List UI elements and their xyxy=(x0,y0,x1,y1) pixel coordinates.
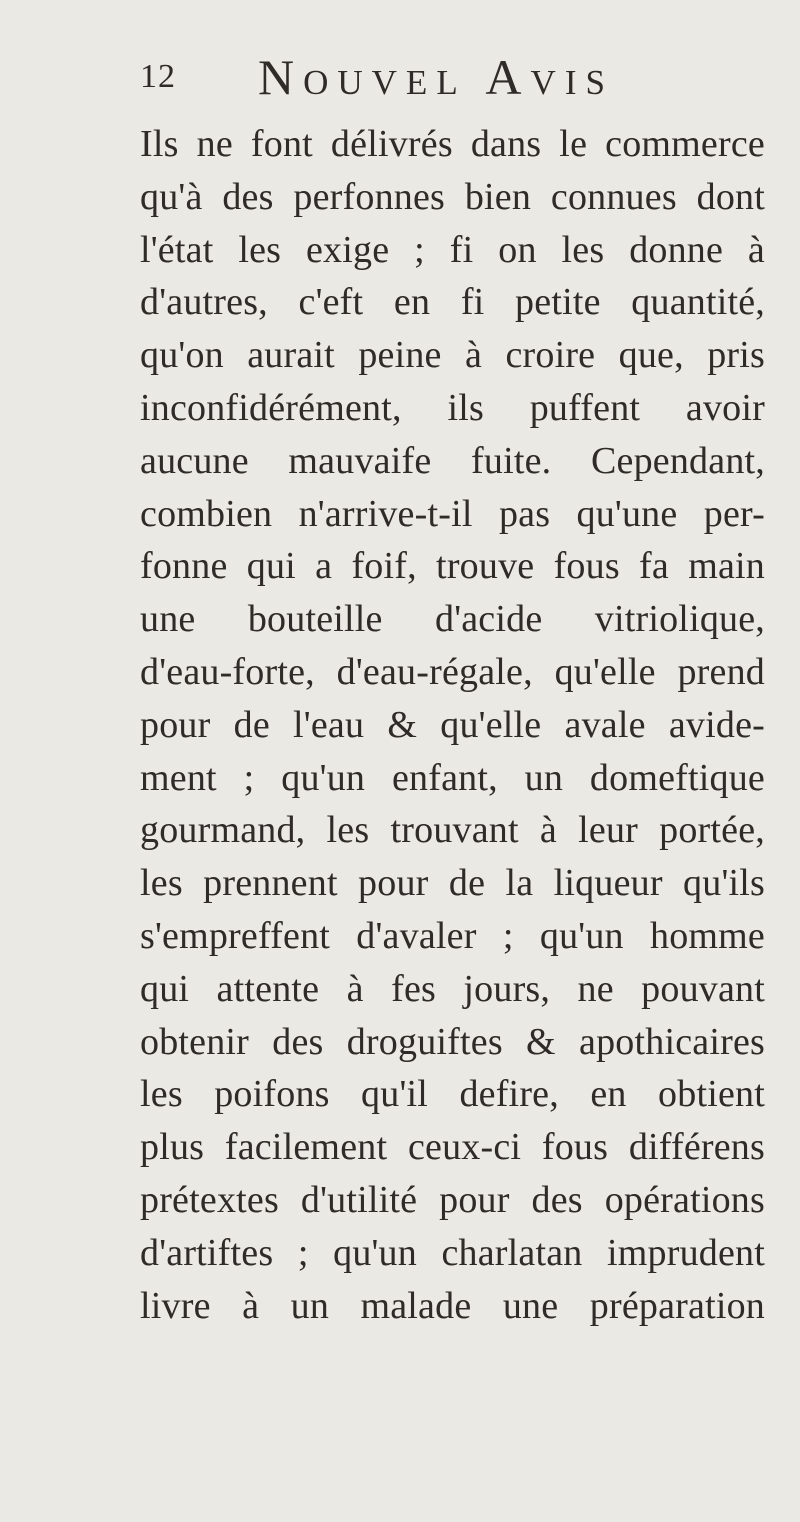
text-line: plus facilement ceux-ci fous différens xyxy=(140,1126,765,1169)
text-line: d'eau-forte, d'eau-régale, qu'elle prend xyxy=(140,650,765,693)
text-line: combien n'arrive-t-il pas qu'une per- xyxy=(140,492,765,535)
body-text xyxy=(140,118,765,1332)
text-line: qu'on aurait peine à croire que, pris xyxy=(140,334,765,377)
text-line: pour de l'eau & qu'elle avale avide- xyxy=(140,703,765,746)
text-line: s'empreffent d'avaler ; qu'un homme xyxy=(140,914,765,957)
text-line: Ils ne font délivrés dans le commerce xyxy=(140,123,765,165)
text-line: qu'à des perfonnes bien connues dont xyxy=(140,175,765,218)
text-line: les prennent pour de la liqueur qu'ils xyxy=(140,862,765,905)
text-line: les poifons qu'il defire, en obtient xyxy=(140,1073,765,1116)
text-line: d'autres, c'eft en fi petite quantité, xyxy=(140,281,765,324)
text-line: fonne qui a foif, trouve fous fa main xyxy=(140,545,765,588)
text-line: d'artiftes ; qu'un charlatan imprudent xyxy=(140,1231,765,1274)
text-line: ment ; qu'un enfant, un domeftique xyxy=(140,756,765,799)
text-line: gourmand, les trouvant à leur portée, xyxy=(140,809,765,852)
text-line: aucune mauvaife fuite. Cependant, xyxy=(140,439,765,482)
text-line: inconfidérément, ils puffent avoir xyxy=(140,386,765,429)
running-head xyxy=(140,46,760,106)
text-line: obtenir des droguiftes & apothicaires xyxy=(140,1020,765,1063)
text-line: l'état les exige ; fi on les donne à xyxy=(140,228,765,271)
text-line: prétextes d'utilité pour des opérations xyxy=(140,1178,765,1221)
text-line: livre à un malade une préparation xyxy=(140,1284,765,1327)
running-title: Nouvel Avis xyxy=(258,49,614,105)
text-line: une bouteille d'acide vitriolique, xyxy=(140,598,765,641)
text-line: qui attente à fes jours, ne pouvant xyxy=(140,967,765,1010)
page-number: 12 xyxy=(140,58,176,95)
